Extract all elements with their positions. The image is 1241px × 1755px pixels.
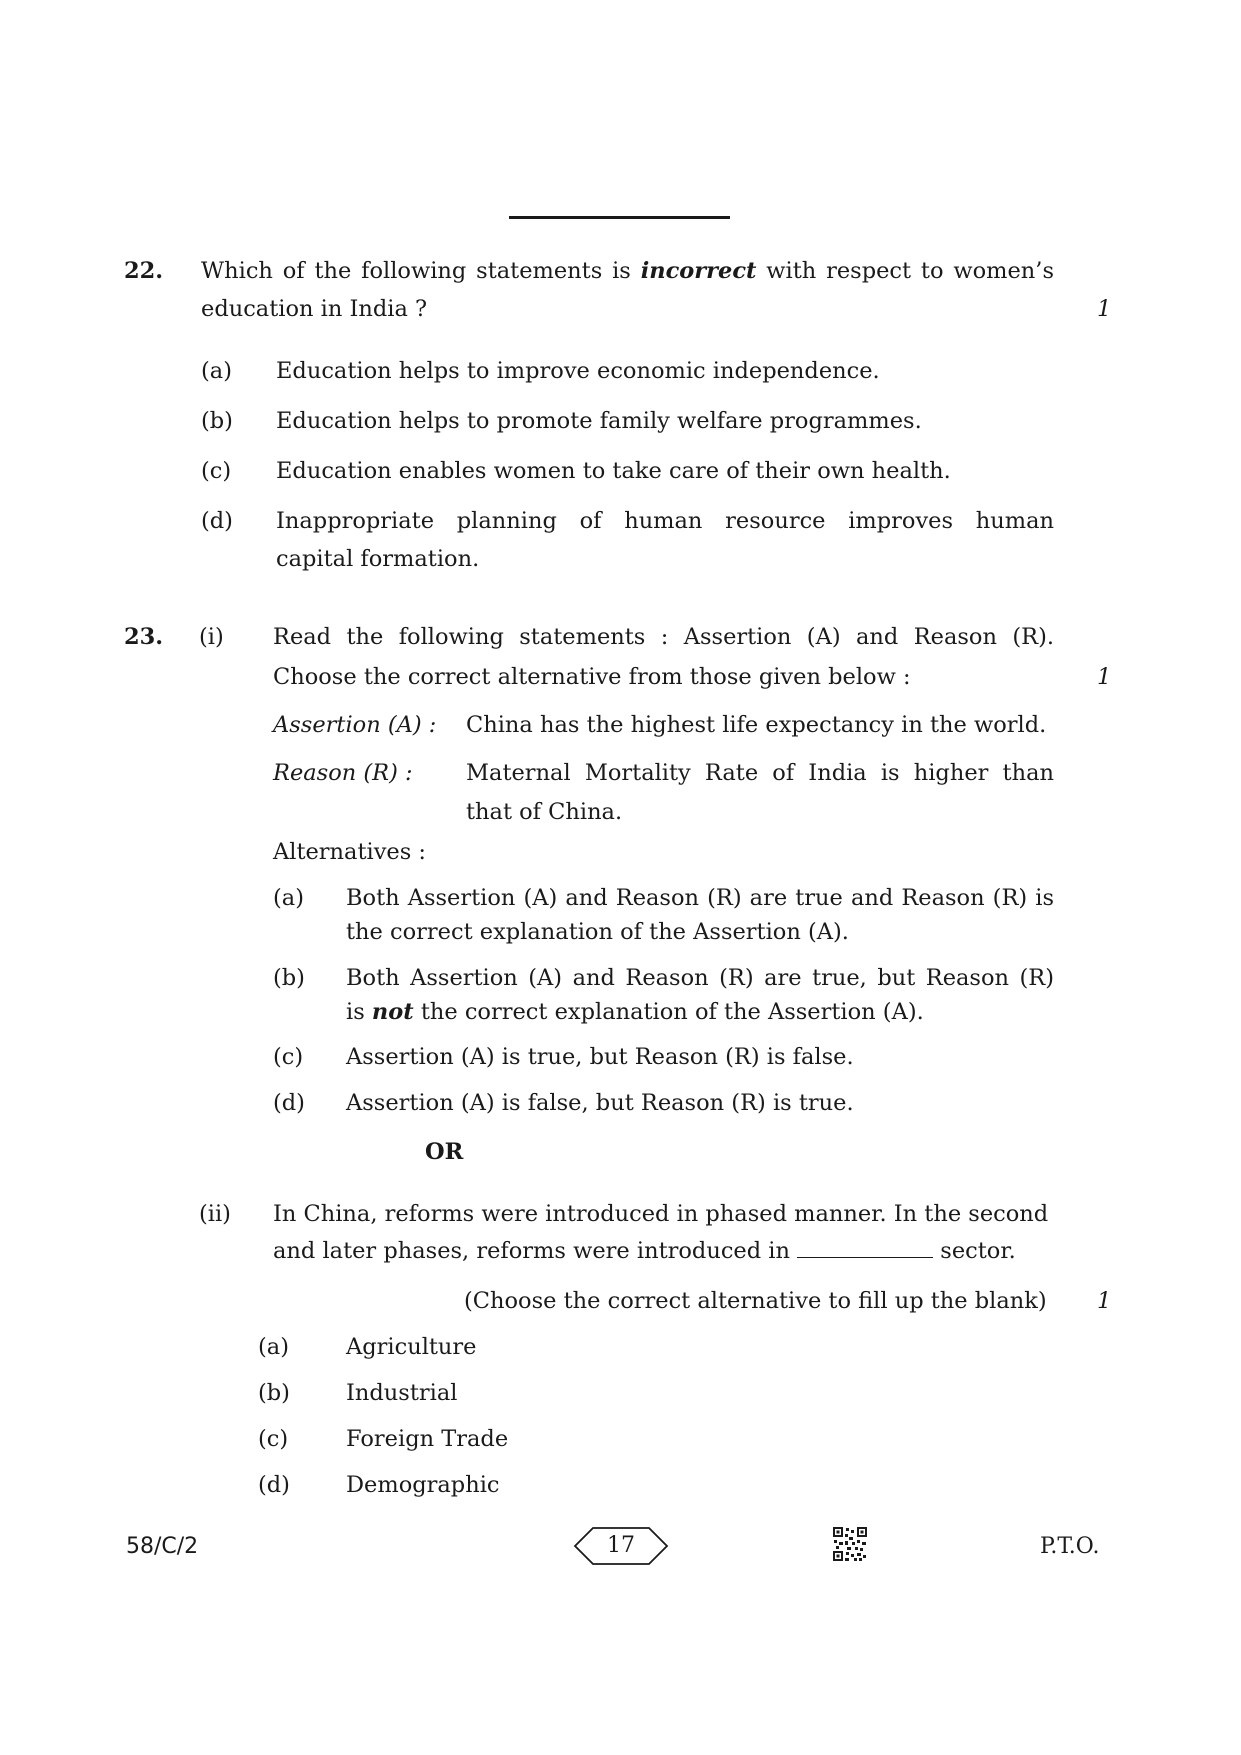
fill-in-blank	[797, 1239, 933, 1258]
q23-i-option-a-label: (a)	[273, 885, 304, 911]
q23-i-option-d-text: Assertion (A) is false, but Reason (R) is true.	[346, 1090, 854, 1116]
q23-part-ii-marks: 1	[1097, 1288, 1112, 1314]
q23-i-option-b-line-1: Both Assertion (A) and Reason (R) are true, but Reason (R)	[346, 965, 1054, 991]
q23-i-option-b-label: (b)	[273, 965, 305, 991]
q22-option-b-label: (b)	[201, 408, 233, 434]
q22-option-a-text: Education helps to improve economic independence.	[276, 358, 880, 384]
assertion-text: China has the highest life expectancy in the world.	[466, 712, 1047, 738]
reason-label: Reason (R) :	[273, 760, 413, 786]
q23-part-i-label: (i)	[199, 624, 224, 650]
q22-option-c-label: (c)	[201, 458, 232, 484]
q23-part-ii-instruction: (Choose the correct alternative to fill up the blank)	[464, 1288, 1047, 1314]
question-22-number: 22.	[124, 258, 164, 284]
q22-option-d-line-2: capital formation.	[276, 546, 480, 572]
q23-i-option-c-text: Assertion (A) is true, but Reason (R) is false.	[346, 1044, 854, 1070]
q23-ii-option-b-text: Industrial	[346, 1380, 458, 1406]
q23-ii-option-d-text: Demographic	[346, 1472, 500, 1498]
q23-ii-option-d-label: (d)	[258, 1472, 290, 1498]
q23-part-ii-label: (ii)	[199, 1201, 231, 1227]
reason-line-1: Maternal Mortality Rate of India is higher than	[466, 760, 1054, 786]
q23-part-i-line-2: Choose the correct alternative from those given below :	[273, 664, 911, 690]
or-separator: OR	[425, 1139, 464, 1165]
q23-ii-option-c-label: (c)	[258, 1426, 289, 1452]
paper-code: 58/C/2	[126, 1534, 199, 1559]
q23-i-option-a-line-1: Both Assertion (A) and Reason (R) are true and Reason (R) is	[346, 885, 1054, 911]
q23-i-option-a-line-2: the correct explanation of the Assertion (A).	[346, 919, 849, 945]
assertion-label: Assertion (A) :	[273, 712, 437, 738]
q23-part-ii-line-2: and later phases, reforms were introduced in sector.	[273, 1238, 1016, 1264]
q23-ii-option-a-text: Agriculture	[346, 1334, 477, 1360]
q23-part-ii-line-1: In China, reforms were introduced in phased manner. In the second	[273, 1201, 1049, 1227]
alternatives-heading: Alternatives :	[273, 839, 427, 865]
q23-part-i-marks: 1	[1097, 664, 1112, 690]
q22-option-d-line-1: Inappropriate planning of human resource improves human	[276, 508, 1054, 534]
pto-label: P.T.O.	[1040, 1534, 1100, 1559]
q22-option-a-label: (a)	[201, 358, 232, 384]
q23-ii-option-a-label: (a)	[258, 1334, 289, 1360]
page-number: 17	[607, 1533, 635, 1558]
q23-i-option-d-label: (d)	[273, 1090, 305, 1116]
top-rule	[509, 216, 730, 219]
reason-line-2: that of China.	[466, 799, 623, 825]
question-23-number: 23.	[124, 624, 164, 650]
page-number-badge	[573, 1525, 669, 1567]
q23-i-option-c-label: (c)	[273, 1044, 304, 1070]
q22-option-b-text: Education helps to promote family welfare programmes.	[276, 408, 922, 434]
q22-option-c-text: Education enables women to take care of their own health.	[276, 458, 951, 484]
question-22-marks: 1	[1097, 296, 1112, 322]
q23-part-i-line-1: Read the following statements : Assertion (A) and Reason (R).	[273, 624, 1054, 650]
q23-ii-option-b-label: (b)	[258, 1380, 290, 1406]
q23-i-option-b-line-2: is not the correct explanation of the Assertion (A).	[346, 999, 924, 1025]
question-22-line-2: education in India ?	[201, 296, 428, 322]
q22-option-d-label: (d)	[201, 508, 233, 534]
question-22-line-1: Which of the following statements is incorrect with respect to women’s	[201, 258, 1054, 284]
emphasis-not: not	[371, 999, 414, 1025]
emphasis-incorrect: incorrect	[640, 258, 757, 284]
qr-code-icon	[833, 1527, 867, 1561]
q23-ii-option-c-text: Foreign Trade	[346, 1426, 509, 1452]
